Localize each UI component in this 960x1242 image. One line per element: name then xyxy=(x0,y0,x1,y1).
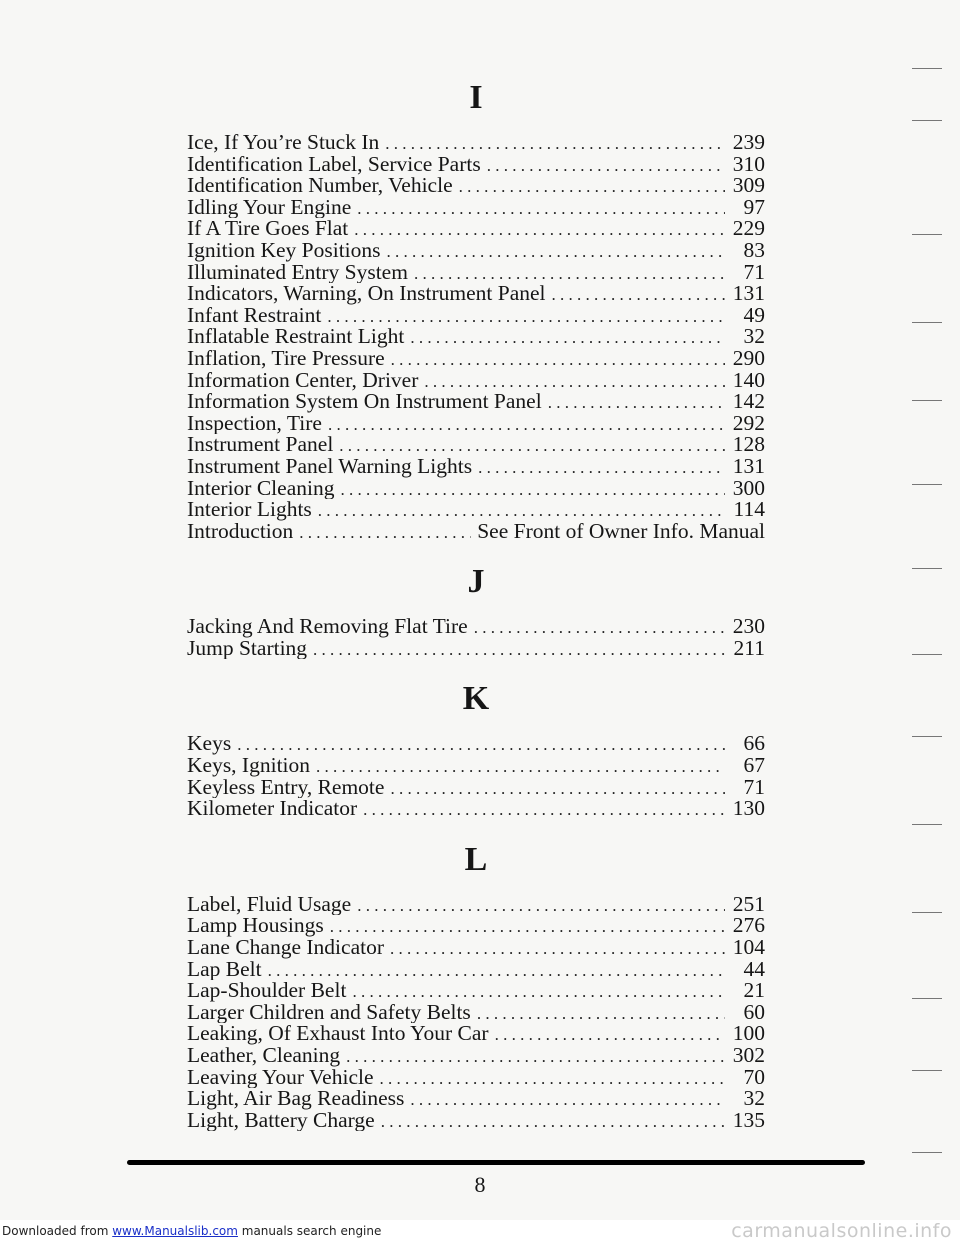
entry-page: 230 xyxy=(732,616,765,638)
dot-leader xyxy=(474,616,725,638)
dot-leader xyxy=(363,798,725,820)
entry-title: Inflation, Tire Pressure xyxy=(187,347,385,370)
entry-page: 290 xyxy=(732,347,765,370)
dot-leader xyxy=(390,777,725,799)
entry-title: Lane Change Indicator xyxy=(187,937,384,959)
entry-title: Information Center, Driver xyxy=(187,369,419,392)
index-entry xyxy=(187,499,765,521)
download-footer xyxy=(0,1220,960,1242)
index-entry xyxy=(187,478,765,500)
entry-title: Inflatable Restraint Light xyxy=(187,326,405,348)
entry-title: Interior Cleaning xyxy=(187,477,335,500)
index-entry xyxy=(187,798,765,820)
dot-leader xyxy=(357,894,725,916)
entry-title: Inspection, Tire xyxy=(187,412,322,435)
page-number: 8 xyxy=(474,1172,486,1197)
entry-page: 104 xyxy=(732,937,765,959)
index-section-i xyxy=(187,78,765,542)
dot-leader xyxy=(318,499,725,521)
entry-page: 71 xyxy=(743,776,765,799)
index-entry xyxy=(187,283,765,305)
entry-page: 128 xyxy=(732,434,765,456)
entry-page: 131 xyxy=(732,283,765,305)
entry-title: Ice, If You’re Stuck In xyxy=(187,132,380,154)
dot-leader xyxy=(487,154,725,176)
entry-title: Keys, Ignition xyxy=(187,755,311,777)
section-letter: K xyxy=(462,680,490,718)
section-letter: I xyxy=(469,79,483,116)
index-entry xyxy=(187,413,765,435)
entry-page: 67 xyxy=(743,755,765,777)
index-entry xyxy=(187,132,765,154)
entry-page: 292 xyxy=(732,412,765,435)
entry-title: Kilometer Indicator xyxy=(187,798,358,820)
entry-page: 211 xyxy=(733,637,765,660)
entry-page: 142 xyxy=(732,391,765,413)
entry-page: See Front of Owner Info. Manual xyxy=(477,520,765,543)
entry-title: Keyless Entry, Remote xyxy=(187,776,385,799)
index-entry xyxy=(187,1067,765,1089)
entry-page: 32 xyxy=(743,1088,765,1110)
dot-leader xyxy=(381,1110,725,1132)
entry-page: 60 xyxy=(743,1001,765,1024)
index-entry xyxy=(187,959,765,981)
entry-page: 71 xyxy=(743,261,765,284)
dot-leader xyxy=(424,370,725,392)
footer-prefix: Downloaded from xyxy=(2,1224,113,1238)
dot-leader xyxy=(495,1023,725,1045)
index-entry xyxy=(187,1045,765,1067)
entry-page: 44 xyxy=(743,958,765,981)
entry-title: Leaving Your Vehicle xyxy=(187,1066,374,1089)
dot-leader xyxy=(391,348,725,370)
section-letter: L xyxy=(464,840,488,878)
index-entry xyxy=(187,1110,765,1132)
entry-title: Larger Children and Safety Belts xyxy=(187,1001,471,1024)
entry-title: Leather, Cleaning xyxy=(187,1045,341,1067)
index-entry xyxy=(187,456,765,478)
entry-title: Keys xyxy=(187,733,232,756)
index-entry xyxy=(187,894,765,916)
entry-title: Identification Label, Service Parts xyxy=(187,153,481,176)
entry-title: Lap-Shoulder Belt xyxy=(187,980,347,1002)
index-entry xyxy=(187,755,765,777)
section-letter: J xyxy=(467,563,485,601)
dot-leader xyxy=(357,197,725,219)
entry-title: Idling Your Engine xyxy=(187,196,352,219)
dot-leader xyxy=(237,733,725,755)
entry-title: Light, Battery Charge xyxy=(187,1109,375,1132)
entry-page: 66 xyxy=(743,733,765,756)
entry-page: 302 xyxy=(732,1045,765,1067)
entry-title: Light, Air Bag Readiness xyxy=(187,1088,405,1110)
dot-leader xyxy=(354,218,725,240)
entry-title: Identification Number, Vehicle xyxy=(187,175,453,197)
index-entry xyxy=(187,391,765,413)
index-entry xyxy=(187,616,765,638)
entry-title: Indicators, Warning, On Instrument Panel xyxy=(187,283,546,305)
watermark: carmanualsonline.info xyxy=(731,1220,952,1242)
dot-leader xyxy=(385,132,725,154)
index-entry xyxy=(187,521,765,543)
entry-page: 239 xyxy=(732,132,765,154)
dot-leader xyxy=(346,1045,725,1067)
dot-leader xyxy=(330,915,725,937)
footer-source xyxy=(2,1224,381,1238)
entry-title: Lamp Housings xyxy=(187,915,324,938)
entry-page: 310 xyxy=(732,153,765,176)
dot-leader xyxy=(339,434,725,456)
dot-leader xyxy=(268,959,725,981)
index-entry xyxy=(187,1002,765,1024)
entry-page: 114 xyxy=(733,499,765,521)
entry-title: Information System On Instrument Panel xyxy=(187,391,542,413)
entry-page: 32 xyxy=(743,326,765,348)
index-section-j xyxy=(187,562,765,659)
dot-leader xyxy=(299,521,471,543)
index-entry xyxy=(187,434,765,456)
index-entry xyxy=(187,262,765,284)
entry-page: 276 xyxy=(732,915,765,938)
index-entry xyxy=(187,1088,765,1110)
entry-page: 140 xyxy=(732,369,765,392)
index-entry xyxy=(187,638,765,660)
entry-page: 70 xyxy=(743,1066,765,1089)
dot-leader xyxy=(410,326,725,348)
index-entry xyxy=(187,175,765,197)
entry-title: Jump Starting xyxy=(187,637,308,660)
dot-leader xyxy=(477,1002,725,1024)
entry-title: Introduction xyxy=(187,520,294,543)
dot-leader xyxy=(340,478,725,500)
index-entry xyxy=(187,305,765,327)
index-entry xyxy=(187,326,765,348)
index-entry xyxy=(187,1023,765,1045)
dot-leader xyxy=(313,638,725,660)
entry-title: Instrument Panel Warning Lights xyxy=(187,455,473,478)
entry-page: 300 xyxy=(732,477,765,500)
index-entry xyxy=(187,733,765,755)
entry-page: 251 xyxy=(732,893,765,916)
margin-scan-marks xyxy=(900,60,960,1160)
index-section-k xyxy=(187,679,765,819)
entry-title: Lap Belt xyxy=(187,958,262,981)
entry-title: Ignition Key Positions xyxy=(187,239,381,262)
entry-page: 21 xyxy=(743,980,765,1002)
entry-title: Infant Restraint xyxy=(187,304,322,327)
dot-leader xyxy=(548,391,725,413)
dot-leader xyxy=(478,456,725,478)
index-entry xyxy=(187,980,765,1002)
dot-leader xyxy=(410,1088,725,1110)
dot-leader xyxy=(328,413,725,435)
entry-page: 229 xyxy=(732,218,765,240)
entry-page: 309 xyxy=(732,175,765,197)
index-entry xyxy=(187,370,765,392)
dot-leader xyxy=(327,305,725,327)
entry-title: If A Tire Goes Flat xyxy=(187,218,349,240)
dot-leader xyxy=(390,937,725,959)
index-content xyxy=(187,78,765,1131)
dot-leader xyxy=(552,283,725,305)
index-entry xyxy=(187,240,765,262)
dot-leader xyxy=(387,240,725,262)
dot-leader xyxy=(459,175,725,197)
entry-page: 135 xyxy=(732,1109,765,1132)
entry-title: Label, Fluid Usage xyxy=(187,893,352,916)
index-entry xyxy=(187,937,765,959)
index-entry xyxy=(187,218,765,240)
dot-leader xyxy=(380,1067,725,1089)
entry-page: 130 xyxy=(732,798,765,820)
entry-title: Instrument Panel xyxy=(187,434,334,456)
index-entry xyxy=(187,197,765,219)
dot-leader xyxy=(316,755,725,777)
index-entry xyxy=(187,348,765,370)
entry-page: 100 xyxy=(732,1023,765,1045)
index-entry xyxy=(187,915,765,937)
entry-page: 131 xyxy=(732,455,765,478)
index-section-l xyxy=(187,840,765,1132)
entry-title: Jacking And Removing Flat Tire xyxy=(187,616,468,638)
index-entry xyxy=(187,154,765,176)
dot-leader xyxy=(352,980,725,1002)
footer-suffix: manuals search engine xyxy=(237,1224,382,1238)
entry-title: Interior Lights xyxy=(187,499,312,521)
manualslib-link[interactable]: www.Manualslib.com xyxy=(112,1224,238,1238)
dot-leader xyxy=(414,262,725,284)
entry-page: 97 xyxy=(743,196,765,219)
footer-rule xyxy=(127,1160,865,1165)
index-entry xyxy=(187,777,765,799)
entry-page: 49 xyxy=(743,304,765,327)
entry-title: Illuminated Entry System xyxy=(187,261,408,284)
entry-page: 83 xyxy=(743,239,765,262)
entry-title: Leaking, Of Exhaust Into Your Car xyxy=(187,1023,489,1045)
